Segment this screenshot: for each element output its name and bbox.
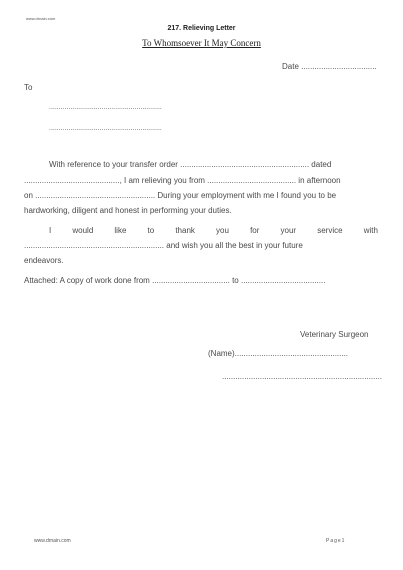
word: thank xyxy=(175,226,195,235)
footer-page-number: Page1 xyxy=(326,538,346,544)
word: service xyxy=(317,226,343,235)
signature-name-line: (Name)................................................... xyxy=(208,349,349,358)
paragraph1-line1: With reference to your transfer order .......................................................... dated xyxy=(49,160,332,169)
word: to xyxy=(147,226,155,235)
paragraph1-line3: on ...................................................... During your employment with me I found you to be xyxy=(24,191,337,200)
attached-line: Attached: A copy of work done from ................................... to ...................................... xyxy=(24,276,326,285)
footer-website: www.drnain.com xyxy=(34,538,71,544)
word: like xyxy=(114,226,127,235)
to-label: To xyxy=(24,83,33,92)
word: you xyxy=(216,226,229,235)
word: with xyxy=(363,226,378,235)
word: your xyxy=(280,226,297,235)
signature-blank-line: ........................................................................ xyxy=(222,372,383,381)
page-subtitle: To Whomsoever It May Concern xyxy=(142,38,261,48)
address-line-1: .......................................................... xyxy=(49,104,162,111)
address-line-2: .......................................................... xyxy=(49,125,162,132)
date-line: Date .................................. xyxy=(282,62,377,71)
signature-role: Veterinary Surgeon xyxy=(300,330,369,339)
paragraph2-line2: ............................................................... and wish you all the best in your future xyxy=(24,241,303,250)
word: for xyxy=(250,226,260,235)
paragraph1-line2: ..........................................., I am relieving you from ........................................ in afternoon xyxy=(24,176,341,185)
word: I xyxy=(49,226,52,235)
paragraph1-line4: hardworking, diligent and honest in performing your duties. xyxy=(24,206,232,215)
page-title: 217. Relieving Letter xyxy=(167,25,236,32)
paragraph2-line1 xyxy=(49,226,378,235)
paragraph2-line3: endeavors. xyxy=(24,256,64,265)
header-site: www.drnain.com xyxy=(26,16,56,21)
word: would xyxy=(72,226,94,235)
